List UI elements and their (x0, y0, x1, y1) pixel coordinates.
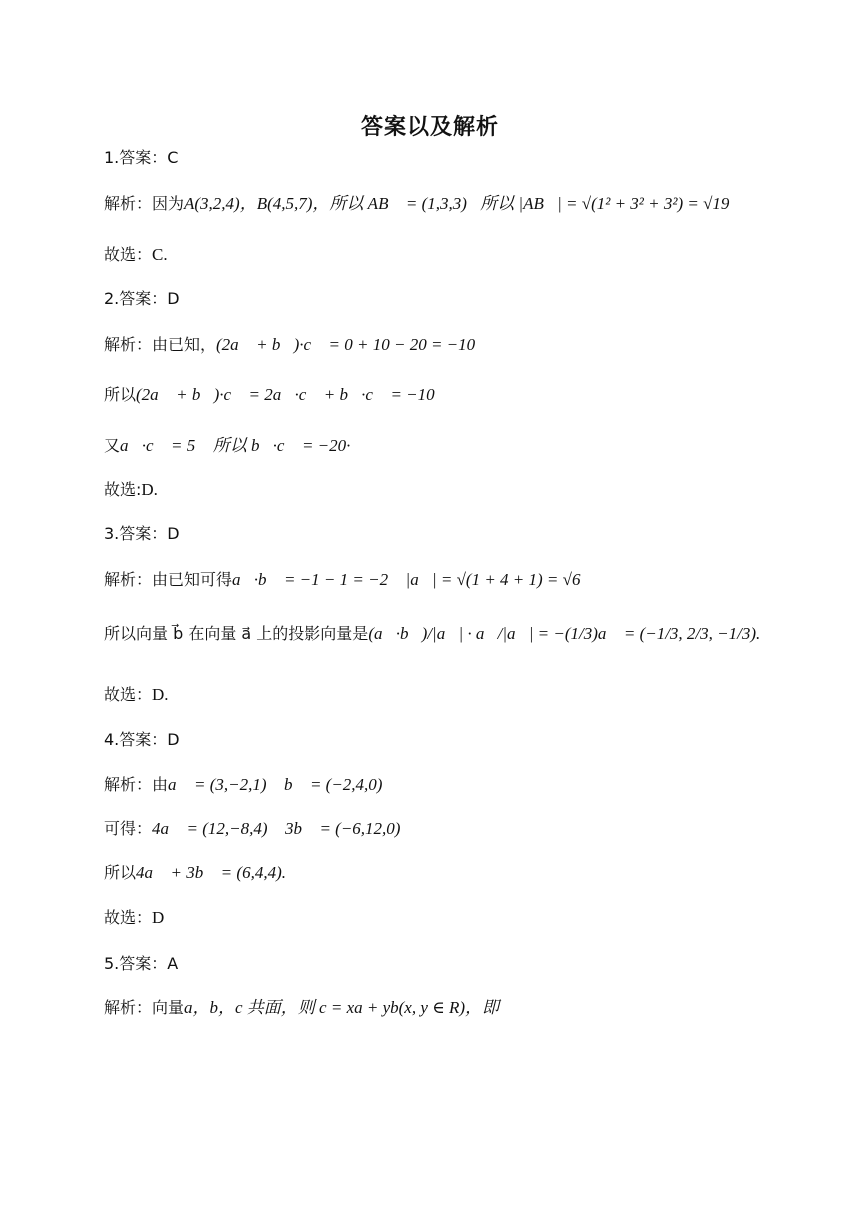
solution-2-line-2: 所以(2a⃗ + b⃗)·c⃗ = 2a⃗·c⃗ + b⃗·c⃗ = −10 ， (104, 385, 453, 404)
math-expression: a⃗·b⃗ = −1 − 1 = −2 ，|a⃗| = √(1 + 4 + 1) = √6 ， (232, 570, 598, 589)
solution-1-line-1: 解析：因为A(3,2,4)，B(4,5,7)，所以 AB⃗ = (1,3,3)，所以 |AB⃗| = √(1² + 3² + 3²) = √19 ， (104, 194, 747, 213)
solution-3-line-2: 所以向量 b⃗ 在向量 a⃗ 上的投影向量是(a⃗·b⃗)/|a⃗| · a⃗/|a⃗| = −(1/3)a⃗ = (−1/3, 2/3, −1/3). (104, 624, 761, 643)
answer-3: 3.答案：D (104, 524, 180, 543)
page-title: 答案以及解析 (360, 115, 499, 140)
answer-2: 2.答案：D (104, 289, 180, 308)
math-expression: 4a⃗ + 3b⃗ = (6,4,4). (136, 863, 286, 882)
solution-3-line-1: 解析：由已知可得a⃗·b⃗ = −1 − 1 = −2 ，|a⃗| = √(1 + 4 + 1) = √6 ， (104, 570, 598, 589)
math-expression: A(3,2,4)，B(4,5,7)，所以 AB⃗ = (1,3,3)，所以 |AB⃗| = √(1² + 3² + 3²) = √19 ， (184, 194, 747, 213)
solution-1-line-2: 故选：C. (104, 245, 168, 264)
solution-3-line-3: 故选：D. (104, 685, 169, 704)
solution-4-line-1: 解析：由a⃗ = (3,−2,1) ，b⃗ = (−2,4,0) (104, 775, 383, 794)
solution-2-line-1: 解析：由已知，(2a⃗ + b⃗)·c⃗ = 0 + 10 − 20 = −10 ， (104, 335, 493, 354)
solution-4-line-2: 可得：4a⃗ = (12,−8,4) ，3b⃗ = (−6,12,0) (104, 819, 401, 838)
solution-2-line-4: 故选:D. (104, 480, 158, 499)
solution-5-line-1: 解析：向量a，b，c 共面，则 c = xa + yb(x, y ∈ R)，即 (104, 998, 500, 1017)
math-expression: 4a⃗ = (12,−8,4) ，3b⃗ = (−6,12,0) (152, 819, 401, 838)
math-expression: a，b，c 共面，则 c = xa + yb(x, y ∈ R)，即 (184, 998, 500, 1017)
solution-4-line-3: 所以4a⃗ + 3b⃗ = (6,4,4). (104, 863, 286, 882)
math-expression: a⃗ = (3,−2,1) ，b⃗ = (−2,4,0) (168, 775, 383, 794)
math-expression: (a⃗·b⃗)/|a⃗| · a⃗/|a⃗| = −(1/3)a⃗ = (−1/3, 2/3, −1/3). (368, 624, 761, 643)
math-expression: a⃗·c⃗ = 5 ，所以 b⃗·c⃗ = −20· (120, 436, 351, 455)
solution-2-line-3: 又a⃗·c⃗ = 5 ，所以 b⃗·c⃗ = −20· (104, 436, 351, 455)
math-expression: (2a⃗ + b⃗)·c⃗ = 2a⃗·c⃗ + b⃗·c⃗ = −10 ， (136, 385, 453, 404)
math-expression: (2a⃗ + b⃗)·c⃗ = 0 + 10 − 20 = −10 ， (216, 335, 493, 354)
answer-4: 4.答案：D (104, 730, 180, 749)
answer-1: 1.答案：C (104, 148, 179, 167)
answer-5: 5.答案：A (104, 954, 179, 973)
solution-4-line-4: 故选：D (104, 908, 165, 927)
